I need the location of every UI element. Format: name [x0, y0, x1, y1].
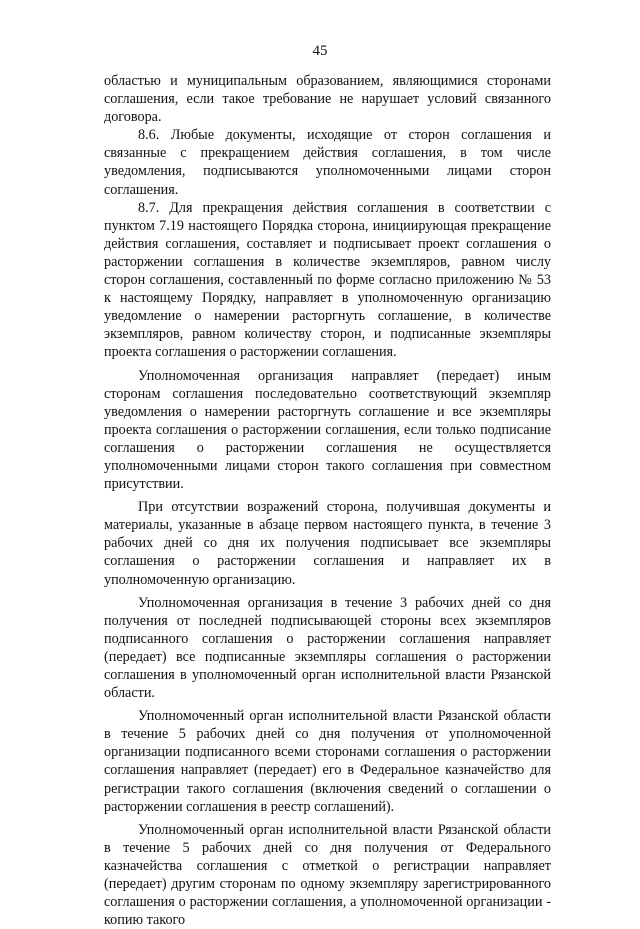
paragraph-organization-three-days: Уполномоченная организация в течение 3 рабочих дней со дня получения от последней подписывающей стороны всех экземпляров подписанного соглашения о расторжении соглашения направляет (передает) все подписанные экземпляры соглашения о расторжении соглашения в уполномоченный орган исполнительной власти Рязанской области.	[104, 594, 551, 702]
paragraph-8-6: 8.6. Любые документы, исходящие от сторон соглашения и связанные с прекращением действия соглашения, в том числе уведомления, подписываются уполномоченными лицами сторон соглашения.	[104, 127, 551, 198]
page-number: 45	[312, 43, 328, 59]
paragraph-authority-registration: Уполномоченный орган исполнительной власти Рязанской области в течение 5 рабочих дней со дня получения от уполномоченной организации подписанного всеми сторонами соглашения о расторжении соглашения направляет (передает) его в Федеральное казначейство для регистрации такого соглашения (включения сведений о соглашении о расторжении соглашения в реестр соглашений).	[104, 708, 551, 815]
paragraph-authority-distribution: Уполномоченный орган исполнительной власти Рязанской области в течение 5 рабочих дней со дня получения от Федерального казначейства соглашения с отметкой о регистрации направляет (передает) другим сторонам по одному экземпляру зарегистрированного соглашения о расторжении соглашения, а уполномоченной организации - копию такого	[104, 821, 551, 929]
paragraph-no-objections: При отсутствии возражений сторона, получившая документы и материалы, указанные в абзаце первом настоящего пункта, в течение 3 рабочих дней со дня их получения подписывает все экземпляры соглашения о расторжении соглашения и направляет их в уполномоченную организацию.	[104, 499, 551, 588]
paragraph-8-7: 8.7. Для прекращения действия соглашения в соответствии с пунктом 7.19 настоящего Порядка сторона, инициирующая прекращение действия соглашения, составляет и подписывает проект соглашения о расторжении соглашения в количестве экземпляров, равном числу сторон соглашения, составленный по форме согласно приложению № 53 к настоящему Порядку, направляет в уполномоченную организацию уведомление о намерении расторгнуть соглашение, в количестве экземпляров, равном количеству сторон, и подписанные экземпляры проекта соглашения о расторжении соглашения.	[104, 199, 551, 361]
paragraph-continuation: областью и муниципальным образованием, являющимися сторонами соглашения, если такое требование не нарушает условий связанного договора.	[104, 73, 551, 126]
paragraph-authorized-organization: Уполномоченная организация направляет (передает) иным сторонам соглашения последовательно соответствующий экземпляр уведомления о намерении расторгнуть соглашение и все экземпляры проекта соглашения о расторжении соглашения, если только подписание соглашения о расторжении соглашения не осуществляется уполномоченными лицами сторон такого соглашения при совместном присутствии.	[104, 367, 551, 493]
document-body	[104, 72, 551, 929]
